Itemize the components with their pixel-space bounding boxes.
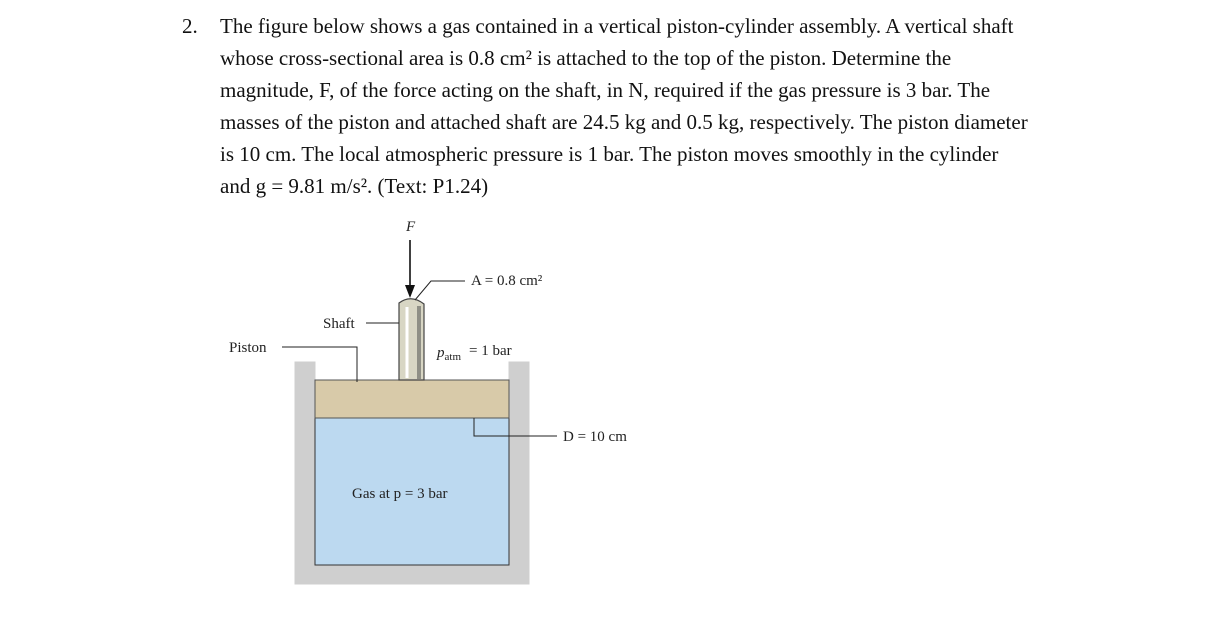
problem-line-5: is 10 cm. The local atmospheric pressure is 1 bar. The piston moves smoothly in the cylinder [220, 142, 999, 166]
force-arrowhead [405, 285, 415, 298]
diameter-label: D = 10 cm [563, 429, 627, 445]
problem-line-1: The figure below shows a gas contained in a vertical piston-cylinder assembly. A vertical shaft [220, 14, 1014, 38]
patm-value: = 1 bar [469, 343, 512, 359]
area-label: A = 0.8 cm² [471, 273, 543, 289]
problem-line-4: masses of the piston and attached shaft are 24.5 kg and 0.5 kg, respectively. The piston diameter [220, 110, 1028, 134]
problem-line-2: whose cross-sectional area is 0.8 cm² is attached to the top of the piston. Determine the [220, 46, 952, 70]
piston-leader [282, 347, 357, 382]
piston-body [315, 380, 509, 418]
patm-label [436, 343, 512, 363]
patm-subscript: atm [444, 351, 461, 363]
shaft-label: Shaft [323, 316, 355, 332]
force-label: F [406, 219, 416, 235]
problem-line-3: magnitude, F, of the force acting on the shaft, in N, required if the gas pressure is 3 bar. The [220, 78, 991, 102]
gas-label: Gas at p = 3 bar [352, 486, 448, 502]
area-leader [415, 281, 465, 300]
patm-symbol: p [437, 345, 445, 361]
problem-number: 2. [182, 14, 198, 38]
piston-label: Piston [229, 340, 267, 356]
problem-line-6: and g = 9.81 m/s². (Text: P1.24) [220, 174, 489, 198]
